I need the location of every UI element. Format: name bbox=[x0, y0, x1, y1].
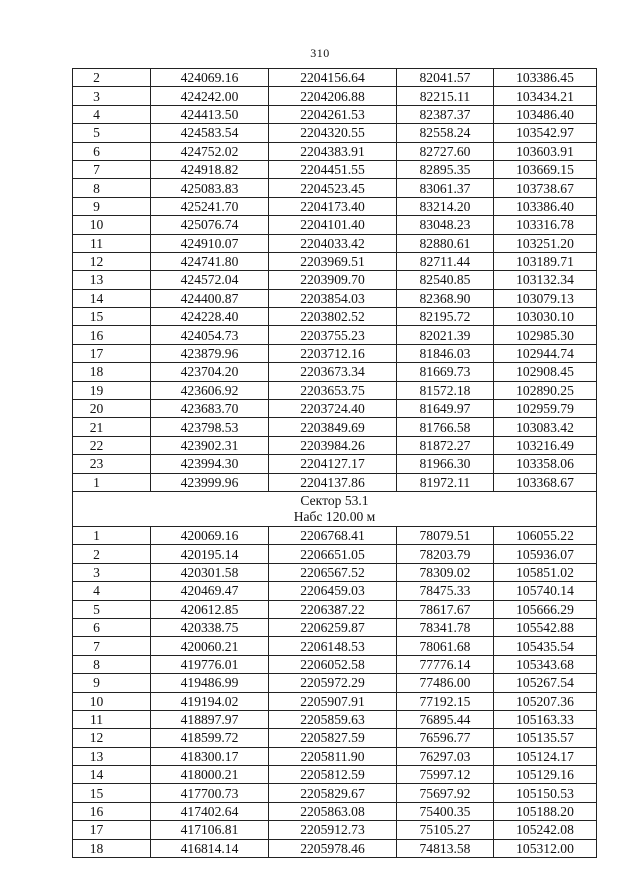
table-row bbox=[73, 545, 597, 563]
point-number-cell: 1 bbox=[73, 473, 151, 491]
coordinate-cell: 103079.13 bbox=[494, 289, 597, 307]
point-number-cell: 10 bbox=[73, 216, 151, 234]
coordinate-cell: 78475.33 bbox=[397, 582, 494, 600]
coordinate-cell: 81766.58 bbox=[397, 418, 494, 436]
table-row bbox=[73, 455, 597, 473]
point-number-cell: 3 bbox=[73, 563, 151, 581]
table-row bbox=[73, 271, 597, 289]
coordinate-cell: 78203.79 bbox=[397, 545, 494, 563]
coordinate-cell: 2204523.45 bbox=[269, 179, 397, 197]
table-row bbox=[73, 381, 597, 399]
coordinate-cell: 82387.37 bbox=[397, 105, 494, 123]
coordinate-cell: 424741.80 bbox=[151, 252, 269, 270]
point-number-cell: 23 bbox=[73, 455, 151, 473]
coordinate-cell: 78341.78 bbox=[397, 618, 494, 636]
coordinate-cell: 103251.20 bbox=[494, 234, 597, 252]
coordinate-cell: 102890.25 bbox=[494, 381, 597, 399]
point-number-cell: 15 bbox=[73, 784, 151, 802]
coordinate-cell: 423879.96 bbox=[151, 344, 269, 362]
coordinate-cell: 103358.06 bbox=[494, 455, 597, 473]
point-number-cell: 14 bbox=[73, 766, 151, 784]
table-row bbox=[73, 124, 597, 142]
point-number-cell: 7 bbox=[73, 160, 151, 178]
point-number-cell: 13 bbox=[73, 271, 151, 289]
coordinate-cell: 76297.03 bbox=[397, 747, 494, 765]
coordinate-cell: 76895.44 bbox=[397, 710, 494, 728]
table-row bbox=[73, 234, 597, 252]
coordinate-cell: 105207.36 bbox=[494, 692, 597, 710]
coordinate-cell: 2203969.51 bbox=[269, 252, 397, 270]
coordinate-cell: 424910.07 bbox=[151, 234, 269, 252]
point-number-cell: 8 bbox=[73, 655, 151, 673]
coordinate-cell: 2203755.23 bbox=[269, 326, 397, 344]
coordinate-cell: 103316.78 bbox=[494, 216, 597, 234]
table-row bbox=[73, 326, 597, 344]
coordinate-cell: 2203653.75 bbox=[269, 381, 397, 399]
coordinate-cell: 418000.21 bbox=[151, 766, 269, 784]
coordinate-cell: 2203909.70 bbox=[269, 271, 397, 289]
coordinate-cell: 103132.34 bbox=[494, 271, 597, 289]
table-row bbox=[73, 197, 597, 215]
coordinate-cell: 424413.50 bbox=[151, 105, 269, 123]
coordinate-cell: 81669.73 bbox=[397, 363, 494, 381]
coordinate-cell: 423683.70 bbox=[151, 400, 269, 418]
table-row bbox=[73, 418, 597, 436]
coordinate-cell: 2204261.53 bbox=[269, 105, 397, 123]
table-row bbox=[73, 839, 597, 857]
coordinate-cell: 2205811.90 bbox=[269, 747, 397, 765]
coordinate-cell: 82368.90 bbox=[397, 289, 494, 307]
coordinate-cell: 82711.44 bbox=[397, 252, 494, 270]
coordinate-cell: 2203712.16 bbox=[269, 344, 397, 362]
coordinate-cell: 418300.17 bbox=[151, 747, 269, 765]
coordinate-cell: 419194.02 bbox=[151, 692, 269, 710]
point-number-cell: 17 bbox=[73, 344, 151, 362]
coordinate-cell: 102985.30 bbox=[494, 326, 597, 344]
section-header-body bbox=[73, 491, 597, 526]
coordinate-cell: 103030.10 bbox=[494, 308, 597, 326]
point-number-cell: 18 bbox=[73, 839, 151, 857]
coordinate-cell: 2204451.55 bbox=[269, 160, 397, 178]
coordinate-cell: 105435.54 bbox=[494, 637, 597, 655]
coordinate-cell: 74813.58 bbox=[397, 839, 494, 857]
table-row bbox=[73, 582, 597, 600]
coordinate-cell: 419486.99 bbox=[151, 674, 269, 692]
coordinate-cell: 2203673.34 bbox=[269, 363, 397, 381]
section-header-cell bbox=[73, 491, 597, 526]
point-number-cell: 5 bbox=[73, 600, 151, 618]
coordinate-cell: 423704.20 bbox=[151, 363, 269, 381]
coordinate-cell: 2204320.55 bbox=[269, 124, 397, 142]
point-number-cell: 6 bbox=[73, 618, 151, 636]
coordinate-cell: 82895.35 bbox=[397, 160, 494, 178]
table-row bbox=[73, 692, 597, 710]
coordinate-cell: 103386.40 bbox=[494, 197, 597, 215]
table-row bbox=[73, 216, 597, 234]
coordinate-cell: 105163.33 bbox=[494, 710, 597, 728]
point-number-cell: 16 bbox=[73, 326, 151, 344]
coordinate-cell: 77192.15 bbox=[397, 692, 494, 710]
section-header-row bbox=[73, 491, 597, 526]
coordinate-cell: 82540.85 bbox=[397, 271, 494, 289]
coordinate-cell: 2206052.58 bbox=[269, 655, 397, 673]
table-row bbox=[73, 729, 597, 747]
table-row bbox=[73, 142, 597, 160]
coordinate-cell: 82041.57 bbox=[397, 69, 494, 87]
coordinate-cell: 2204383.91 bbox=[269, 142, 397, 160]
coordinate-cell: 102959.79 bbox=[494, 400, 597, 418]
table-row bbox=[73, 289, 597, 307]
coordinate-cell: 417106.81 bbox=[151, 821, 269, 839]
table-row bbox=[73, 784, 597, 802]
point-number-cell: 10 bbox=[73, 692, 151, 710]
coordinate-cell: 81872.27 bbox=[397, 436, 494, 454]
coordinate-cell: 2203849.69 bbox=[269, 418, 397, 436]
coordinate-cell: 2204137.86 bbox=[269, 473, 397, 491]
coordinate-cell: 424583.54 bbox=[151, 124, 269, 142]
coordinate-cell: 105124.17 bbox=[494, 747, 597, 765]
coordinate-cell: 423994.30 bbox=[151, 455, 269, 473]
coordinate-cell: 103434.21 bbox=[494, 87, 597, 105]
table-row bbox=[73, 637, 597, 655]
table-row bbox=[73, 252, 597, 270]
table-row bbox=[73, 179, 597, 197]
coordinate-cell: 2204127.17 bbox=[269, 455, 397, 473]
point-number-cell: 13 bbox=[73, 747, 151, 765]
table-row bbox=[73, 747, 597, 765]
coordinate-cell: 417402.64 bbox=[151, 802, 269, 820]
table-row bbox=[73, 160, 597, 178]
point-number-cell: 4 bbox=[73, 582, 151, 600]
point-number-cell: 15 bbox=[73, 308, 151, 326]
table-row bbox=[73, 821, 597, 839]
coordinate-cell: 105135.57 bbox=[494, 729, 597, 747]
coordinate-cell: 75105.27 bbox=[397, 821, 494, 839]
coordinate-cell: 425076.74 bbox=[151, 216, 269, 234]
coordinate-cell: 424228.40 bbox=[151, 308, 269, 326]
coordinate-cell: 420469.47 bbox=[151, 582, 269, 600]
coordinate-cell: 105129.16 bbox=[494, 766, 597, 784]
coordinate-cell: 2203724.40 bbox=[269, 400, 397, 418]
coordinate-cell: 424752.02 bbox=[151, 142, 269, 160]
coordinate-cell: 76596.77 bbox=[397, 729, 494, 747]
coordinate-cell: 81572.18 bbox=[397, 381, 494, 399]
point-number-cell: 16 bbox=[73, 802, 151, 820]
coordinate-cell: 2203802.52 bbox=[269, 308, 397, 326]
point-number-cell: 20 bbox=[73, 400, 151, 418]
coordinate-cell: 105188.20 bbox=[494, 802, 597, 820]
table-row bbox=[73, 87, 597, 105]
point-number-cell: 2 bbox=[73, 545, 151, 563]
coordinate-cell: 82558.24 bbox=[397, 124, 494, 142]
coordinate-cell: 420612.85 bbox=[151, 600, 269, 618]
point-number-cell: 2 bbox=[73, 69, 151, 87]
coordinate-cell: 2206148.53 bbox=[269, 637, 397, 655]
point-number-cell: 21 bbox=[73, 418, 151, 436]
coordinate-cell: 2205812.59 bbox=[269, 766, 397, 784]
table-row bbox=[73, 308, 597, 326]
point-number-cell: 19 bbox=[73, 381, 151, 399]
coordinate-cell: 77776.14 bbox=[397, 655, 494, 673]
coordinate-cell: 102944.74 bbox=[494, 344, 597, 362]
table-row bbox=[73, 563, 597, 581]
coordinate-cell: 82880.61 bbox=[397, 234, 494, 252]
coordinate-cell: 2203854.03 bbox=[269, 289, 397, 307]
table-row bbox=[73, 526, 597, 544]
point-number-cell: 18 bbox=[73, 363, 151, 381]
coordinate-cell: 102908.45 bbox=[494, 363, 597, 381]
coordinate-cell: 83048.23 bbox=[397, 216, 494, 234]
coordinate-cell: 420338.75 bbox=[151, 618, 269, 636]
coordinate-cell: 2204206.88 bbox=[269, 87, 397, 105]
coordinate-cell: 78061.68 bbox=[397, 637, 494, 655]
coordinate-cell: 2206259.87 bbox=[269, 618, 397, 636]
coordinate-cell: 78079.51 bbox=[397, 526, 494, 544]
point-number-cell: 22 bbox=[73, 436, 151, 454]
coordinate-cell: 83214.20 bbox=[397, 197, 494, 215]
table-row bbox=[73, 473, 597, 491]
table-row bbox=[73, 674, 597, 692]
coordinate-cell: 105666.29 bbox=[494, 600, 597, 618]
coordinate-cell: 2206459.03 bbox=[269, 582, 397, 600]
coordinate-cell: 2204173.40 bbox=[269, 197, 397, 215]
coordinate-cell: 81972.11 bbox=[397, 473, 494, 491]
coordinate-cell: 82215.11 bbox=[397, 87, 494, 105]
coordinate-cell: 103368.67 bbox=[494, 473, 597, 491]
coordinate-cell: 423798.53 bbox=[151, 418, 269, 436]
coordinate-cell: 75697.92 bbox=[397, 784, 494, 802]
point-number-cell: 3 bbox=[73, 87, 151, 105]
coordinate-cell: 103386.45 bbox=[494, 69, 597, 87]
table-row bbox=[73, 400, 597, 418]
table-row bbox=[73, 710, 597, 728]
coordinate-cell: 82021.39 bbox=[397, 326, 494, 344]
coordinate-cell: 417700.73 bbox=[151, 784, 269, 802]
point-number-cell: 5 bbox=[73, 124, 151, 142]
point-number-cell: 9 bbox=[73, 674, 151, 692]
coordinate-cell: 81846.03 bbox=[397, 344, 494, 362]
coordinate-cell: 2205829.67 bbox=[269, 784, 397, 802]
point-number-cell: 1 bbox=[73, 526, 151, 544]
coordinate-cell: 424572.04 bbox=[151, 271, 269, 289]
coordinate-cell: 103216.49 bbox=[494, 436, 597, 454]
section-subtitle: Набс 120.00 м bbox=[293, 508, 376, 524]
coordinate-cell: 105242.08 bbox=[494, 821, 597, 839]
point-number-cell: 12 bbox=[73, 252, 151, 270]
section-title: Сектор 53.1 bbox=[300, 492, 369, 508]
coordinate-cell: 103542.97 bbox=[494, 124, 597, 142]
coordinate-cell: 77486.00 bbox=[397, 674, 494, 692]
point-number-cell: 12 bbox=[73, 729, 151, 747]
coordinate-cell: 2205912.73 bbox=[269, 821, 397, 839]
coordinate-cell: 424069.16 bbox=[151, 69, 269, 87]
point-number-cell: 17 bbox=[73, 821, 151, 839]
coordinate-cell: 2205859.63 bbox=[269, 710, 397, 728]
table-row bbox=[73, 766, 597, 784]
coordinate-cell: 83061.37 bbox=[397, 179, 494, 197]
coordinate-cell: 419776.01 bbox=[151, 655, 269, 673]
coordinate-cell: 105312.00 bbox=[494, 839, 597, 857]
coordinate-cell: 75400.35 bbox=[397, 802, 494, 820]
page-number: 310 bbox=[310, 46, 330, 60]
coordinate-cell: 103486.40 bbox=[494, 105, 597, 123]
coordinate-cell: 2204101.40 bbox=[269, 216, 397, 234]
table-row bbox=[73, 363, 597, 381]
coordinate-cell: 423606.92 bbox=[151, 381, 269, 399]
coordinate-cell: 2205978.46 bbox=[269, 839, 397, 857]
point-number-cell: 7 bbox=[73, 637, 151, 655]
point-number-cell: 4 bbox=[73, 105, 151, 123]
coordinate-cell: 2205972.29 bbox=[269, 674, 397, 692]
coordinate-cell: 424054.73 bbox=[151, 326, 269, 344]
coordinate-cell: 423902.31 bbox=[151, 436, 269, 454]
table-row bbox=[73, 618, 597, 636]
table-row bbox=[73, 436, 597, 454]
coordinate-cell: 105267.54 bbox=[494, 674, 597, 692]
coordinate-cell: 78309.02 bbox=[397, 563, 494, 581]
coordinate-cell: 2205827.59 bbox=[269, 729, 397, 747]
coordinate-cell: 418897.97 bbox=[151, 710, 269, 728]
coordinate-cell: 2205907.91 bbox=[269, 692, 397, 710]
coordinate-cell: 105343.68 bbox=[494, 655, 597, 673]
coordinate-cell: 78617.67 bbox=[397, 600, 494, 618]
coordinates-table bbox=[72, 68, 597, 858]
coordinate-cell: 2206768.41 bbox=[269, 526, 397, 544]
coordinate-cell: 2206651.05 bbox=[269, 545, 397, 563]
coordinate-cell: 106055.22 bbox=[494, 526, 597, 544]
table-row bbox=[73, 655, 597, 673]
coordinate-cell: 420301.58 bbox=[151, 563, 269, 581]
coordinate-cell: 2205863.08 bbox=[269, 802, 397, 820]
coordinate-cell: 105936.07 bbox=[494, 545, 597, 563]
coordinate-cell: 82195.72 bbox=[397, 308, 494, 326]
block2-body bbox=[73, 526, 597, 857]
block1-body bbox=[73, 69, 597, 492]
coordinate-cell: 103189.71 bbox=[494, 252, 597, 270]
coordinate-cell: 2206567.52 bbox=[269, 563, 397, 581]
table-row bbox=[73, 69, 597, 87]
coordinate-cell: 416814.14 bbox=[151, 839, 269, 857]
coordinate-cell: 103669.15 bbox=[494, 160, 597, 178]
coordinate-cell: 420069.16 bbox=[151, 526, 269, 544]
coordinate-cell: 81966.30 bbox=[397, 455, 494, 473]
coordinate-cell: 2206387.22 bbox=[269, 600, 397, 618]
point-number-cell: 9 bbox=[73, 197, 151, 215]
coordinate-cell: 424918.82 bbox=[151, 160, 269, 178]
coordinate-cell: 418599.72 bbox=[151, 729, 269, 747]
point-number-cell: 14 bbox=[73, 289, 151, 307]
table-row bbox=[73, 600, 597, 618]
table-row bbox=[73, 105, 597, 123]
table-row bbox=[73, 802, 597, 820]
coordinate-cell: 420060.21 bbox=[151, 637, 269, 655]
coordinate-cell: 424400.87 bbox=[151, 289, 269, 307]
coordinate-cell: 103083.42 bbox=[494, 418, 597, 436]
point-number-cell: 11 bbox=[73, 710, 151, 728]
coordinate-cell: 105542.88 bbox=[494, 618, 597, 636]
coordinate-cell: 105150.53 bbox=[494, 784, 597, 802]
point-number-cell: 8 bbox=[73, 179, 151, 197]
coordinate-cell: 81649.97 bbox=[397, 400, 494, 418]
coordinate-cell: 105851.02 bbox=[494, 563, 597, 581]
point-number-cell: 11 bbox=[73, 234, 151, 252]
coordinate-cell: 75997.12 bbox=[397, 766, 494, 784]
coordinate-cell: 425241.70 bbox=[151, 197, 269, 215]
coordinate-cell: 103738.67 bbox=[494, 179, 597, 197]
coordinate-cell: 103603.91 bbox=[494, 142, 597, 160]
coordinate-cell: 425083.83 bbox=[151, 179, 269, 197]
coordinate-cell: 420195.14 bbox=[151, 545, 269, 563]
coordinate-cell: 423999.96 bbox=[151, 473, 269, 491]
coordinate-cell: 82727.60 bbox=[397, 142, 494, 160]
point-number-cell: 6 bbox=[73, 142, 151, 160]
coordinate-cell: 2203984.26 bbox=[269, 436, 397, 454]
table-row bbox=[73, 344, 597, 362]
coordinate-cell: 105740.14 bbox=[494, 582, 597, 600]
coordinate-cell: 2204156.64 bbox=[269, 69, 397, 87]
coordinate-cell: 2204033.42 bbox=[269, 234, 397, 252]
coordinate-cell: 424242.00 bbox=[151, 87, 269, 105]
